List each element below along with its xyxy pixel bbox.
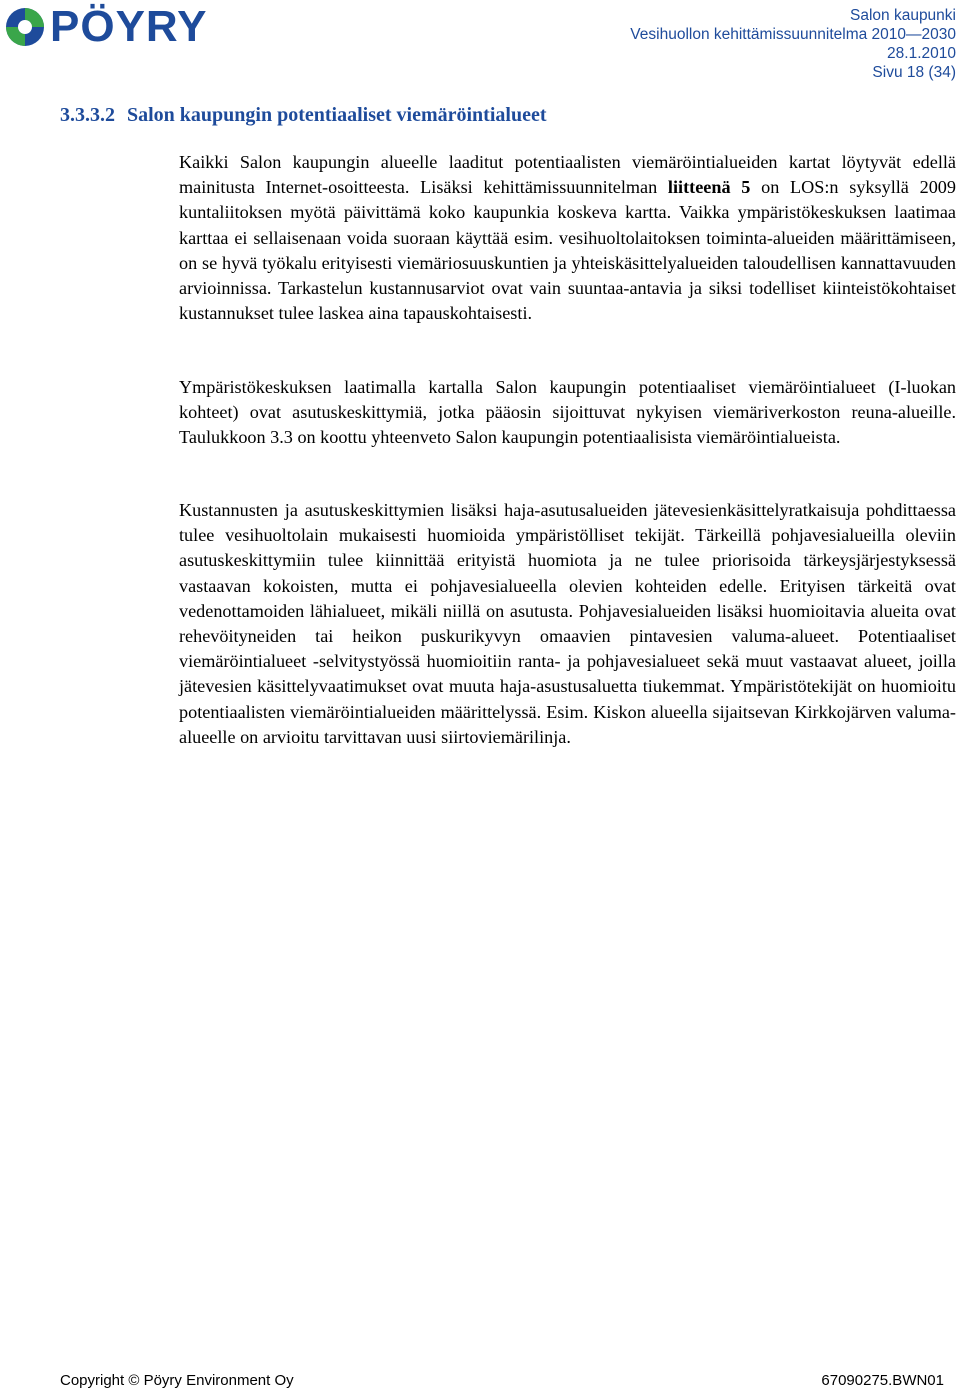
client-name: Salon kaupunki: [850, 7, 956, 24]
footer-copyright: Copyright © Pöyry Environment Oy: [60, 1372, 294, 1389]
page-number: Sivu 18 (34): [872, 64, 956, 81]
project-title: Vesihuollon kehittämissuunnitelma 2010—2030: [630, 26, 956, 43]
company-logo: [4, 4, 207, 50]
document-date: 28.1.2010: [887, 45, 956, 62]
appendix-reference: liitteenä 5: [667, 177, 751, 198]
section-title: Salon kaupungin potentiaaliset viemäröintialueet: [127, 104, 547, 126]
footer-document-id: 67090275.BWN01: [821, 1372, 944, 1389]
poyry-logo-icon: [4, 6, 46, 48]
paragraph-1-text-a: Kaikki Salon kaupungin alueelle laaditut potentiaalisten viemäröintialueiden kartat löytyvät edellä mainitusta Internet-osoitteesta. Lisäksi kehittämissuunnitelman: [179, 152, 956, 198]
paragraph-3: Kustannusten ja asutuskeskittymien lisäksi haja-asutusalueiden jätevesienkäsittelyratkaisuja pohdittaessa tulee vesihuoltolain mukaisesti huomioida ympäristölliset tekijät. Tärkeillä pohjavesialueilla oleviin asutuskeskittymiin tulee kiinnittää erityistä huomiota ja ne tulee priorisoida tärkeysjärjestyksessä vastaavan kokoisten, mutta ei pohjavesialueella olevien kohteiden edelle. Erityisen tärkeitä ovat vedenottamoiden lähialueet, mikäli niillä on asutusta. Pohjavesialueiden lisäksi huomioitavia alueita ovat rehevöityneiden tai heikon puskurikyvyn omaavien pintavesien valuma-alueet. Potentiaaliset viemäröintialueet -selvitystyössä huomioitiin ranta- ja pohjavesialueet sekä muut vastaavat alueet, joilla jätevesien käsittelyvaatimukset ovat muuta haja-asustusaluetta tiukemmat. Ympäristötekijät on huomioitu potentiaalisten viemäröintialueiden määrittelyssä. Esim. Kiskon alueella sijaitsevan Kirkkojärven valuma-alueelle on arvioitu tarvittavan uusi siirtoviemärilinja.: [179, 500, 956, 747]
section-heading: [60, 104, 547, 127]
section-number: 3.3.3.2: [60, 104, 115, 126]
logo-text: PÖYRY: [50, 2, 208, 51]
paragraph-1-text-b: on LOS:n syksyllä 2009 kuntaliitoksen myötä päivittämä koko kaupunkia koskeva kartta. Vaikka ympäristökeskuksen laatimaa karttaa ei sellaisenaan voida suoraan käyttää esim. vesihuoltolaitoksen toiminta-alueiden määrittämiseen, on se hyvä työkalu erityisesti viemäriosuuskuntien ja yhteiskäsittelyalueiden taloudellisen kannattavuuden arvioinnissa. Tarkastelun kustannusarviot ovat vain suuntaa-antavia ja siksi todelliset kiinteistökohtaiset kustannukset tulee laskea aina tapauskohtaisesti.: [179, 177, 956, 324]
document-header: [630, 6, 956, 82]
paragraph-1: [179, 150, 956, 326]
paragraph-2: Ympäristökeskuksen laatimalla kartalla Salon kaupungin potentiaaliset viemäröintialueet (I-luokan kohteet) ovat asutuskeskittymiä, jotka pääosin sijoittuvat nykyisen viemäriverkoston reuna-alueille. Taulukkoon 3.3 on koottu yhteenveto Salon kaupungin potentiaalisista viemäröintialueista.: [179, 377, 956, 448]
